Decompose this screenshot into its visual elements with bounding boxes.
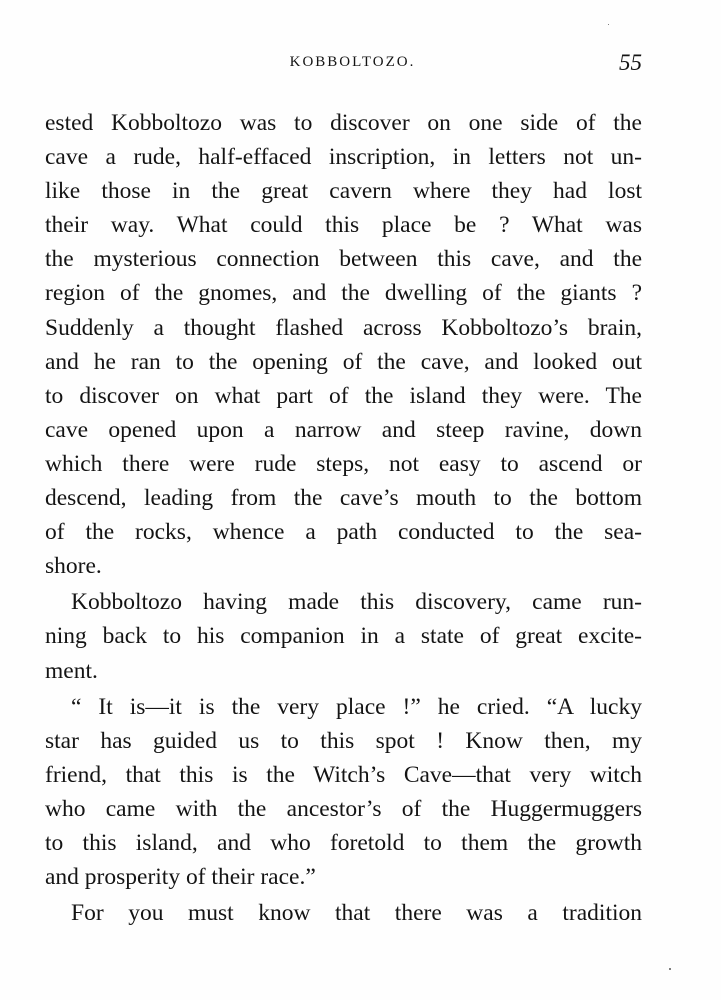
text-line: star has guided us to this spot ! Know then, my <box>45 727 642 754</box>
text-line: descend, leading from the cave’s mouth to the bottom <box>45 485 642 512</box>
running-title: KOBBOLTOZO. <box>289 54 416 70</box>
text-line: cave opened upon a narrow and steep ravine, down <box>45 416 642 443</box>
text-line: which there were rude steps, not easy to ascend or <box>45 450 642 477</box>
text-line: ested Kobboltozo was to discover on one side of the <box>45 110 642 136</box>
page-number: 55 <box>619 50 642 75</box>
text-line: like those in the great cavern where they had lost <box>45 178 642 205</box>
text-line: their way. What could this place be ? What was <box>45 212 642 239</box>
text-line: friend, that this is the Witch’s Cave—that very witch <box>45 761 642 788</box>
text-line: Suddenly a thought flashed across Kobboltozo’s brain, <box>45 314 642 341</box>
text-line: Kobboltozo having made this discovery, came run- <box>71 589 642 616</box>
body-text <box>45 106 642 930</box>
scan-speck <box>608 24 609 25</box>
text-line: and prosperity of their race.” <box>45 864 316 891</box>
text-line: ning back to his companion in a state of great excite- <box>45 623 642 650</box>
paragraph <box>45 896 642 930</box>
text-line: of the rocks, whence a path conducted to the sea- <box>45 519 642 546</box>
text-line: cave a rude, half-effaced inscription, in letters not un- <box>45 144 642 171</box>
scan-speck <box>669 968 671 970</box>
page-header <box>45 50 642 80</box>
text-line: region of the gnomes, and the dwelling of the giants ? <box>45 280 642 307</box>
text-line: to this island, and who foretold to them the growth <box>45 829 642 856</box>
paragraph <box>45 690 642 895</box>
text-line: “ It is—it is the very place !” he cried. “A lucky <box>71 693 642 720</box>
text-line: who came with the ancestor’s of the Huggermuggers <box>45 795 642 822</box>
text-line: the mysterious connection between this cave, and the <box>45 246 642 273</box>
text-line: to discover on what part of the island they were. The <box>45 382 642 409</box>
text-line: shore. <box>45 553 102 580</box>
text-line: For you must know that there was a tradition <box>71 900 642 927</box>
text-line: and he ran to the opening of the cave, and looked out <box>45 348 642 375</box>
paragraph <box>45 106 642 583</box>
paragraph <box>45 585 642 687</box>
text-line: ment. <box>45 657 98 684</box>
